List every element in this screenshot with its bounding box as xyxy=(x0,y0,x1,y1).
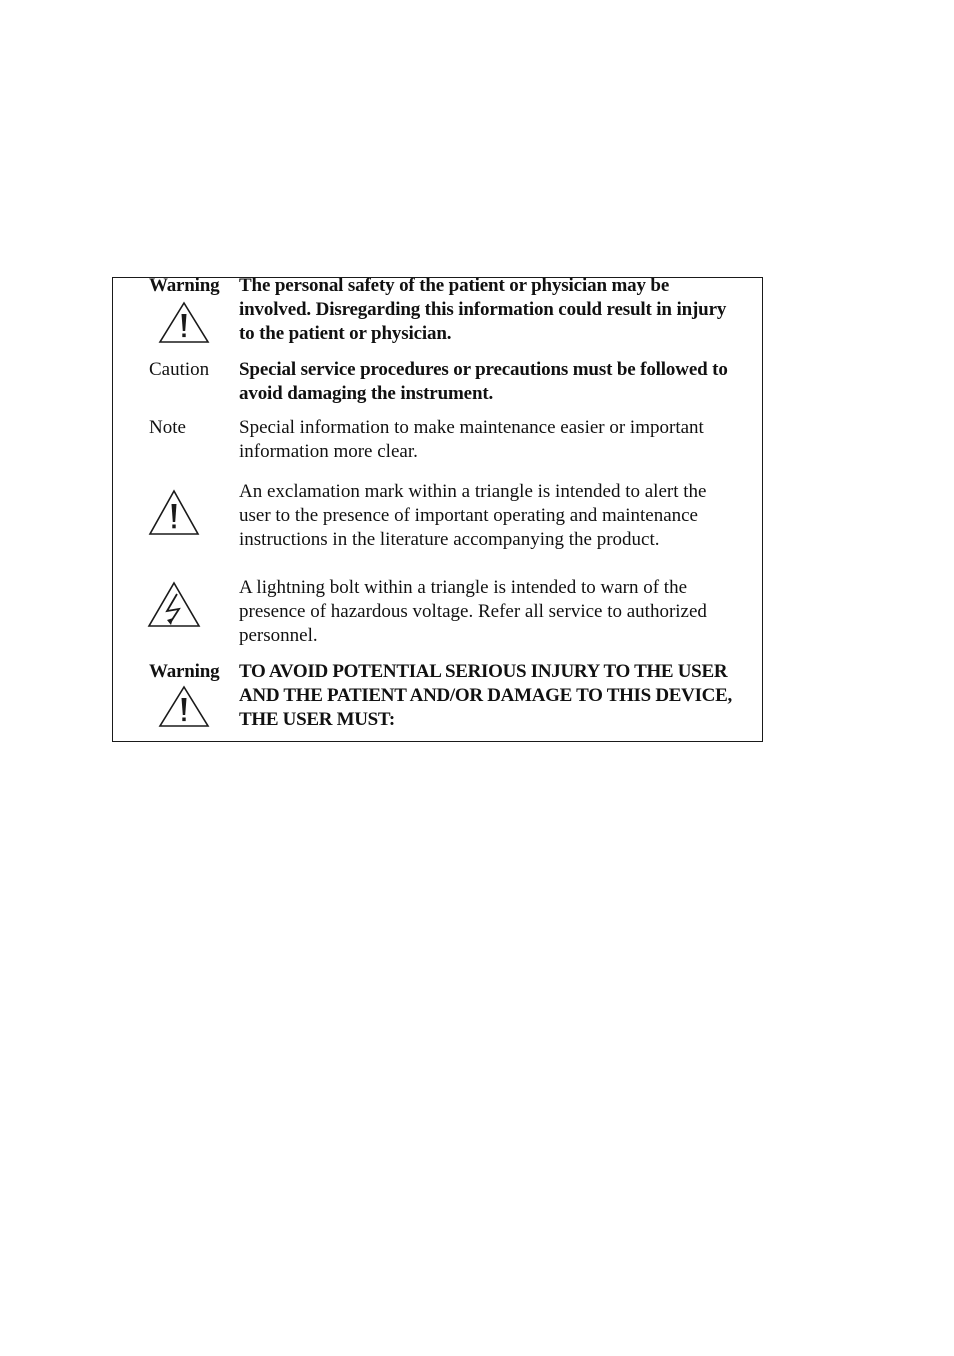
notice-text-line: AND THE PATIENT AND/OR DAMAGE TO THIS DEVICE, xyxy=(239,685,732,706)
notice-text-line: TO AVOID POTENTIAL SERIOUS INJURY TO THE USER xyxy=(239,661,728,682)
notice-text-line: information more clear. xyxy=(239,441,418,462)
notice-text-line: Special information to make maintenance easier or important xyxy=(239,417,704,438)
notice-text-line: Special service procedures or precautions must be followed to xyxy=(239,359,728,380)
notice-text-line: instructions in the literature accompanying the product. xyxy=(239,529,660,550)
notice-label-warning: Warning xyxy=(149,277,220,296)
notice-text-line: to the patient or physician. xyxy=(239,323,452,344)
notice-text-line: avoid damaging the instrument. xyxy=(239,383,494,404)
notice-text-line: The personal safety of the patient or physician may be xyxy=(239,277,670,296)
exclamation-triangle-icon xyxy=(157,684,211,730)
exclamation-triangle-icon xyxy=(157,300,211,346)
notice-label-caution: Caution xyxy=(149,359,210,380)
notice-text-line: user to the presence of important operating and maintenance xyxy=(239,505,698,526)
safety-notice-box xyxy=(112,277,763,742)
notice-text-line: An exclamation mark within a triangle is intended to alert the xyxy=(239,481,707,502)
exclamation-triangle-icon xyxy=(147,488,201,538)
notice-text-line: presence of hazardous voltage. Refer all service to authorized xyxy=(239,601,707,622)
notice-text-line: THE USER MUST: xyxy=(239,709,395,730)
notice-label-note: Note xyxy=(149,417,186,438)
notice-text-line: involved. Disregarding this information could result in injury xyxy=(239,299,727,320)
notice-text-line: personnel. xyxy=(239,625,318,646)
lightning-triangle-icon xyxy=(146,580,202,630)
notice-label-warning: Warning xyxy=(149,661,220,682)
notice-text-line: A lightning bolt within a triangle is intended to warn of the xyxy=(239,577,688,598)
